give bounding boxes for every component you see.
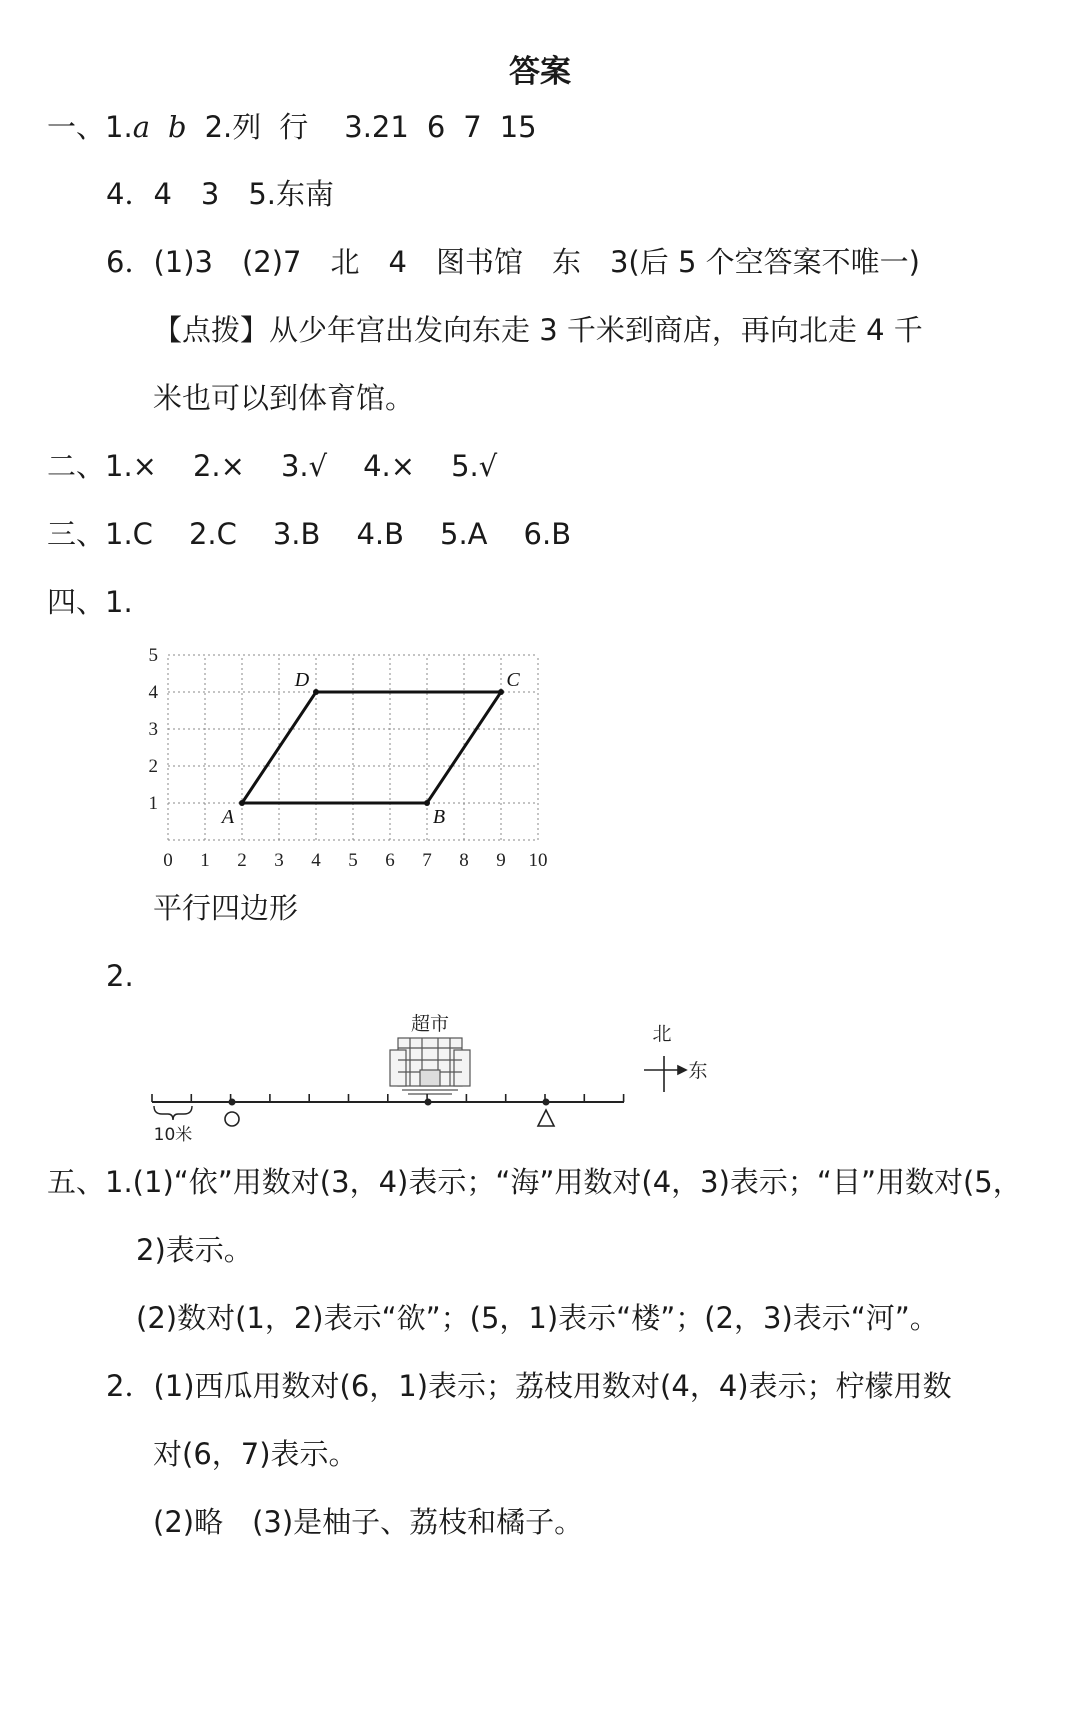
- section1-line1: [47, 110, 537, 144]
- s2-item: 1.×: [105, 449, 157, 483]
- map-diagram: [140, 1010, 720, 1155]
- s2-item: 3.√: [280, 449, 328, 483]
- s5-q2-line1: 2．(1)西瓜用数对(6，1)表示；荔枝用数对(4，4)表示；柠檬用数: [106, 1369, 952, 1403]
- page-title: 答案: [509, 54, 571, 90]
- q1-answer-a: a: [132, 110, 150, 144]
- y-tick-label: 5: [148, 645, 158, 666]
- vertex-label-a: A: [221, 806, 235, 828]
- point-dot-right: [543, 1099, 550, 1106]
- s3-item: 1.C: [105, 517, 153, 551]
- section3-line: [47, 517, 572, 551]
- q2-answer: 2.列: [204, 110, 262, 144]
- vertex-label-d: D: [294, 669, 310, 691]
- section1-line3: 6．(1)3 (2)7 北 4 图书馆 东 3(后 5 个空答案不唯一): [106, 245, 920, 279]
- x-tick-label: 9: [496, 850, 506, 871]
- s3-item: 3.B: [272, 517, 321, 551]
- q1-answer-b: b: [167, 110, 187, 144]
- x-tick-label: 4: [311, 850, 321, 871]
- q3-answer-d: 15: [499, 110, 537, 144]
- vertex-label-b: B: [432, 806, 446, 828]
- s3-item: 2.C: [188, 517, 237, 551]
- y-tick-label: 3: [148, 719, 158, 740]
- q1-num: 1.: [105, 110, 133, 144]
- section1-prefix: 一、: [47, 110, 106, 144]
- s5-q1-line2: 2)表示。: [136, 1233, 253, 1267]
- x-tick-label: 1: [200, 850, 210, 871]
- hint-line1: 【点拨】从少年宫出发向东走 3 千米到商店，再向北走 4 千: [153, 313, 923, 347]
- q3-answer-b: 6: [426, 110, 446, 144]
- s5-q1-text1: 1.(1)“依”用数对(3，4)表示；“海”用数对(4，3)表示；“目”用数对(5，: [105, 1165, 1022, 1199]
- s5-q1-line3: (2)数对(1，2)表示“欲”；(5，1)表示“楼”；(2，3)表示“河”。: [136, 1301, 939, 1335]
- supermarket-dot: [425, 1099, 432, 1106]
- y-tick-label: 1: [148, 793, 158, 814]
- compass-east-label: 东: [688, 1060, 708, 1082]
- coordinate-graph: [140, 640, 570, 875]
- vertex-point-c: [498, 689, 504, 695]
- y-tick-label: 2: [148, 756, 158, 777]
- q2-answer-b: 行: [279, 110, 309, 144]
- x-tick-label: 0: [163, 850, 173, 871]
- s5-q1-line1: [47, 1165, 1022, 1199]
- supermarket-building-icon: [390, 1038, 470, 1094]
- s5-q2-line2: 对(6，7)表示。: [153, 1437, 358, 1471]
- vertex-label-c: C: [506, 669, 520, 691]
- x-tick-label: 3: [274, 850, 284, 871]
- x-tick-label: 2: [237, 850, 247, 871]
- section2-prefix: 二、: [47, 449, 106, 483]
- section5-prefix: 五、: [47, 1165, 106, 1199]
- section2-line: [47, 449, 498, 483]
- s3-item: 4.B: [356, 517, 405, 551]
- x-tick-label: 7: [422, 850, 432, 871]
- scale-label: 10米: [153, 1125, 193, 1145]
- triangle-marker-icon: [538, 1110, 554, 1126]
- compass-north-label: 北: [652, 1023, 672, 1045]
- q3-answer: 3.21: [344, 110, 409, 144]
- circle-marker-icon: [225, 1112, 239, 1126]
- vertex-point-d: [313, 689, 319, 695]
- x-tick-label: 6: [385, 850, 395, 871]
- scale-brace: [154, 1106, 192, 1120]
- s2-item: 4.×: [363, 449, 416, 483]
- s3-item: 5.A: [440, 517, 488, 551]
- point-dot-left: [229, 1099, 236, 1106]
- s3-item: 6.B: [523, 517, 572, 551]
- vertex-point-b: [424, 800, 430, 806]
- s4-q1-label: 1.: [105, 585, 133, 619]
- x-tick-label: 5: [348, 850, 358, 871]
- section3-prefix: 三、: [47, 517, 106, 551]
- s2-item: 5.√: [451, 449, 498, 483]
- s2-item: 2.×: [192, 449, 245, 483]
- section4-line: [47, 585, 133, 619]
- compass-icon: [644, 1056, 686, 1092]
- x-tick-label: 10: [528, 850, 548, 871]
- vertex-point-a: [239, 800, 245, 806]
- q3-answer-c: 7: [463, 110, 482, 144]
- section4-prefix: 四、: [47, 585, 106, 619]
- s4-q2-label: 2.: [106, 959, 134, 993]
- s5-q2-line3: (2)略 (3)是柚子、荔枝和橘子。: [153, 1505, 584, 1539]
- y-tick-label: 4: [148, 682, 158, 703]
- parallelogram-shape: [242, 692, 501, 803]
- x-tick-label: 8: [459, 850, 469, 871]
- supermarket-label: 超市: [410, 1013, 450, 1035]
- hint-line2: 米也可以到体育馆。: [153, 381, 415, 415]
- section1-line2: 4．4 3 5.东南: [106, 177, 335, 211]
- shape-answer: 平行四边形: [153, 891, 299, 925]
